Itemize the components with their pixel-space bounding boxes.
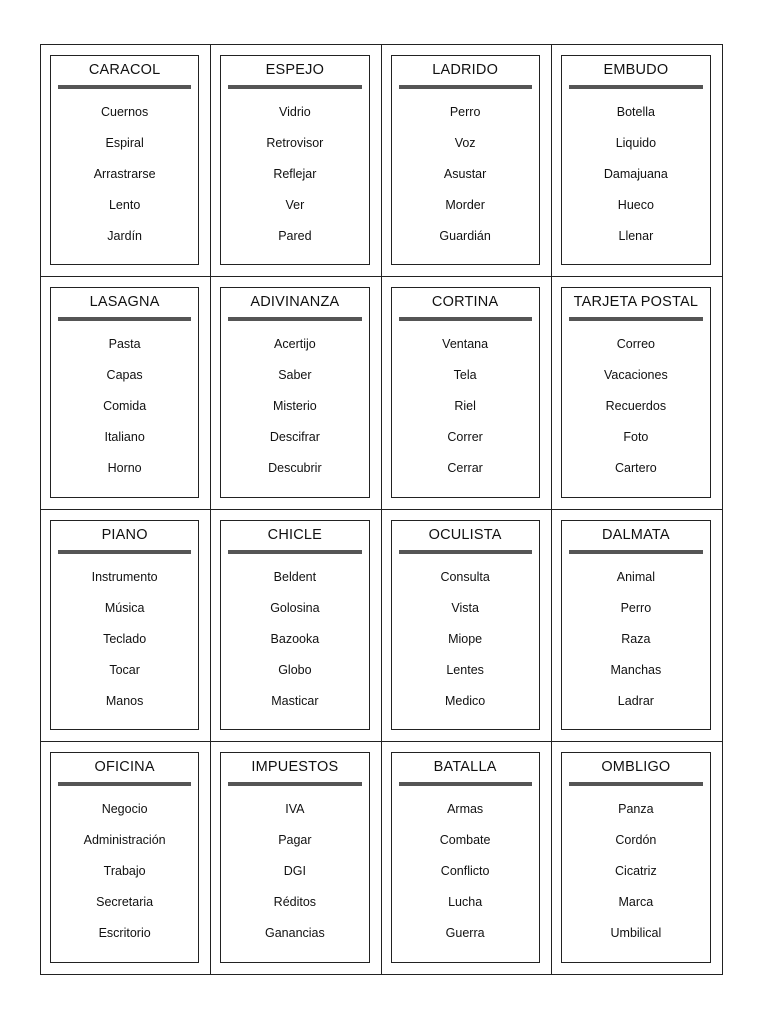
card-word: IVA [285, 801, 305, 816]
card-word: Ganancias [264, 925, 325, 940]
card-word: Recuerdos [605, 399, 667, 414]
card-cell [41, 510, 211, 742]
card-word-list [51, 786, 198, 949]
card-title: ESPEJO [228, 60, 361, 89]
card-word: Pagar [278, 832, 312, 847]
card-word: Escritorio [98, 925, 151, 940]
card-word: Descubrir [268, 461, 322, 476]
card-cell [552, 45, 722, 277]
word-card [561, 520, 711, 730]
word-card [391, 55, 540, 265]
card-word: Medico [444, 693, 486, 708]
card-cell [552, 277, 722, 509]
word-card [50, 287, 199, 497]
card-cell [382, 45, 552, 277]
word-card [50, 55, 199, 265]
card-word: Pasta [108, 337, 141, 352]
card-cell [211, 742, 381, 974]
card-word: Perro [620, 600, 652, 615]
card-word: Saber [278, 368, 312, 383]
card-word: Tela [453, 368, 477, 383]
card-word: Voz [454, 136, 476, 150]
word-card [561, 287, 711, 497]
card-title: OFICINA [58, 757, 191, 786]
card-word: Ver [285, 198, 305, 212]
card-word: Lento [108, 198, 141, 212]
card-word: Marca [618, 894, 654, 909]
card-title: DALMATA [569, 525, 703, 554]
card-word: Miope [448, 631, 483, 646]
card-word-list [392, 89, 539, 252]
card-word: Animal [616, 569, 655, 584]
word-card [391, 520, 540, 730]
card-word: Cuernos [101, 105, 149, 119]
card-word: Tocar [109, 662, 140, 677]
card-word: Manos [105, 693, 144, 708]
card-word-list [51, 321, 198, 484]
card-cell [382, 510, 552, 742]
card-cell [41, 45, 211, 277]
card-word: Llenar [618, 229, 654, 243]
card-cell [211, 277, 381, 509]
card-word: Negocio [101, 801, 148, 816]
card-word: Damajuana [603, 167, 668, 181]
card-title: LADRIDO [399, 60, 532, 89]
card-title: OCULISTA [399, 525, 532, 554]
card-word-list [221, 554, 368, 717]
card-word: Cerrar [447, 461, 483, 476]
card-word-list [392, 554, 539, 717]
card-word: Italiano [104, 430, 145, 445]
card-word: Botella [616, 105, 655, 119]
card-word-list [562, 89, 710, 252]
card-word: Lucha [448, 894, 483, 909]
card-word: Beldent [273, 569, 317, 584]
card-cell [211, 510, 381, 742]
card-cell [382, 742, 552, 974]
card-word: Teclado [103, 631, 147, 646]
card-word-list [562, 321, 710, 484]
card-word-list [51, 89, 198, 252]
card-title: CHICLE [228, 525, 361, 554]
card-word: Panza [618, 801, 654, 816]
card-word: Retrovisor [266, 136, 324, 150]
card-word: Réditos [273, 894, 317, 909]
card-word: Misterio [272, 399, 317, 414]
card-word: Bazooka [270, 631, 320, 646]
card-word: Cartero [615, 461, 657, 476]
card-word: Descifrar [269, 430, 320, 445]
card-word-list [562, 554, 710, 717]
card-word: DGI [283, 863, 306, 878]
card-word: Umbilical [610, 925, 662, 940]
word-card [220, 287, 369, 497]
card-word: Vidrio [279, 105, 311, 119]
card-word: Manchas [610, 662, 662, 677]
card-word: Globo [278, 662, 312, 677]
card-title: ADIVINANZA [228, 292, 361, 321]
card-word: Música [104, 600, 145, 615]
card-title: BATALLA [399, 757, 532, 786]
card-word: Liquido [615, 136, 657, 150]
word-card [561, 752, 711, 963]
card-word: Horno [107, 461, 142, 476]
card-word: Raza [621, 631, 651, 646]
word-card [391, 287, 540, 497]
card-title: EMBUDO [569, 60, 703, 89]
card-word-list [221, 786, 368, 949]
card-word: Cicatriz [615, 863, 657, 878]
card-cell [552, 742, 722, 974]
card-title: LASAGNA [58, 292, 191, 321]
card-title: OMBLIGO [569, 757, 703, 786]
card-cell [211, 45, 381, 277]
card-word: Arrastrarse [93, 167, 156, 181]
card-word: Secretaria [96, 894, 154, 909]
card-word: Morder [445, 198, 485, 212]
card-title: PIANO [58, 525, 191, 554]
word-card [561, 55, 711, 265]
card-word-list [392, 321, 539, 484]
card-word: Espiral [105, 136, 144, 150]
card-word: Masticar [271, 693, 319, 708]
card-word: Vacaciones [604, 368, 668, 383]
card-word: Ventana [442, 337, 489, 352]
card-word: Conflicto [440, 863, 490, 878]
card-word: Guardián [439, 229, 491, 243]
card-word: Perro [449, 105, 481, 119]
card-word-list [392, 786, 539, 949]
card-word: Capas [106, 368, 143, 383]
card-word: Jardín [107, 229, 142, 243]
card-word: Trabajo [103, 863, 146, 878]
card-word: Reflejar [273, 167, 317, 181]
word-card [220, 752, 369, 963]
word-card [220, 520, 369, 730]
card-word-list [562, 786, 710, 949]
card-word: Acertijo [274, 337, 316, 352]
card-cell [552, 510, 722, 742]
card-word: Pared [278, 229, 312, 243]
word-card [220, 55, 369, 265]
card-word: Golosina [270, 600, 320, 615]
card-word: Administración [83, 832, 166, 847]
card-word: Cordón [615, 832, 657, 847]
card-title: TARJETA POSTAL [569, 292, 703, 321]
card-word: Ladrar [617, 693, 654, 708]
card-sheet [40, 44, 723, 975]
card-word: Asustar [443, 167, 487, 181]
card-word: Vista [451, 600, 479, 615]
card-word: Guerra [445, 925, 485, 940]
card-word: Armas [447, 801, 484, 816]
word-card [50, 752, 199, 963]
card-word: Lentes [446, 662, 484, 677]
card-title: CORTINA [399, 292, 532, 321]
card-word: Comida [103, 399, 147, 414]
word-card [50, 520, 199, 730]
card-word: Consulta [440, 569, 490, 584]
card-title: IMPUESTOS [228, 757, 361, 786]
card-word: Foto [623, 430, 649, 445]
card-word: Combate [439, 832, 491, 847]
word-card [391, 752, 540, 963]
card-word: Correo [616, 337, 655, 352]
card-word-list [51, 554, 198, 717]
card-cell [382, 277, 552, 509]
card-word: Riel [454, 399, 476, 414]
card-word-list [221, 89, 368, 252]
card-cell [41, 277, 211, 509]
card-word: Correr [447, 430, 483, 445]
card-title: CARACOL [58, 60, 191, 89]
card-word-list [221, 321, 368, 484]
card-word: Hueco [617, 198, 654, 212]
card-word: Instrumento [91, 569, 158, 584]
card-cell [41, 742, 211, 974]
